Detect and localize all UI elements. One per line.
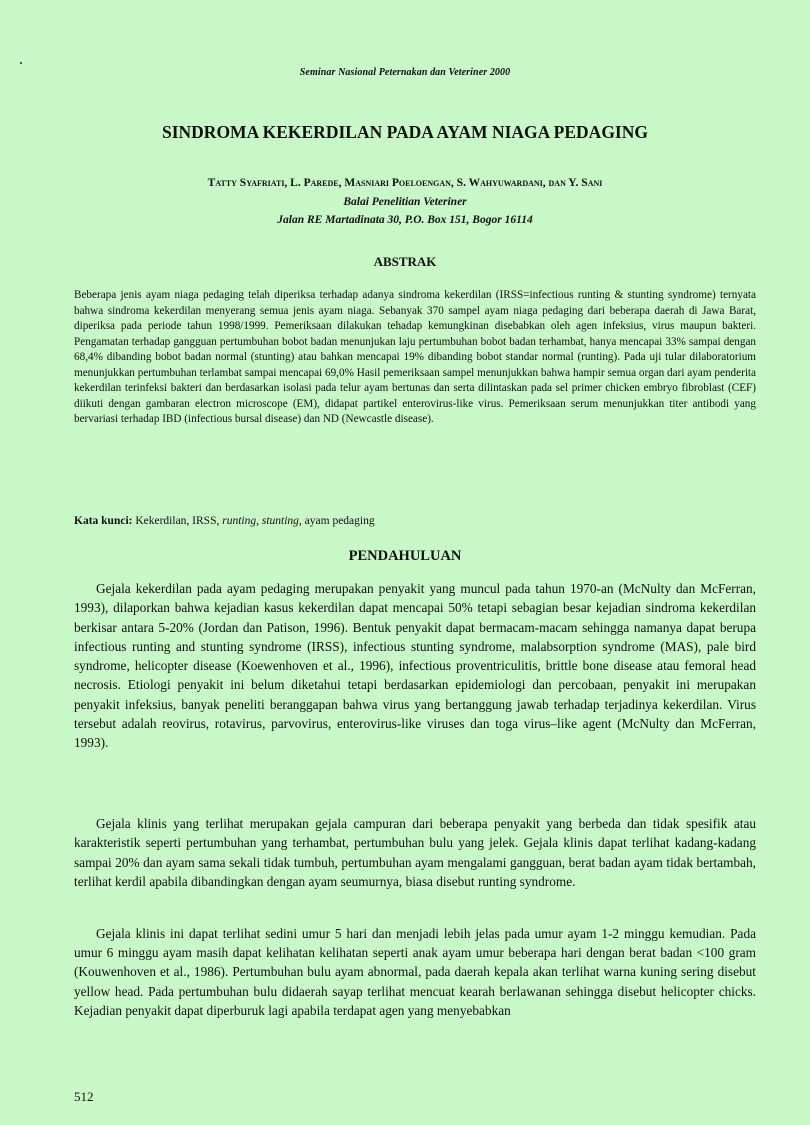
keywords-line [74,515,756,527]
intro-paragraph-1: Gejala kekerdilan pada ayam pedaging merupakan penyakit yang muncul pada tahun 1970-an (McNulty dan McFerran, 1993), dilaporkan bahwa kejadian kasus kekerdilan dapat mencapai 50% tetapi sebagian besar kejadian sindroma kekerdilan berkisar antara 5-20% (Jordan dan Patison, 1996). Bentuk penyakit dapat bermacam-macam sehingga namanya dapat berupa infectious runting and stunting syndrome (IRSS), infectious stunting syndrome, malabsorption syndrome (MAS), pale bird syndrome, helicopter disease (Koewenhoven et al., 1996), infectious proventriculitis, brittle bone disease atau femoral head necrosis. Etiologi penyakit ini belum diketahui tetapi berdasarkan epidemiologi dan percobaan, penyakit ini merupakan penyakit infeksius, banyak peneliti beranggapan bahwa virus yang bertanggung jawab terhadap terjadinya kekerdilan. Virus tersebut adalah reovirus, rotavirus, parvovirus, enterovirus-like viruses dan toga virus–like agent (McNulty dan McFerran, 1993). [74,581,756,751]
keywords-plain: Kekerdilan, IRSS, [135,515,220,527]
paper-title: SINDROMA KEKERDILAN PADA AYAM NIAGA PEDAGING [161,122,648,142]
intro-paragraph-3: Gejala klinis ini dapat terlihat sedini umur 5 hari dan menjadi lebih jelas pada umur ayam 1-2 minggu kemudian. Pada umur 6 minggu ayam masih dapat kelihatan kelihatan seperti anak ayam umur beberapa hari dengan berat badan <100 gram (Kouwenhoven et al., 1986). Pertumbuhan bulu ayam abnormal, pada daerah kepala akan terlihat warna kuning sering disebut yellow head. Pada pertumbuhan bulu didaerah sayap terlihat mencuat kearah berlawanan sehingga disebut helicopter chicks. Kejadian penyakit dapat diperburuk lagi apabila terdapat agen yang menyebabkan [74,926,756,1018]
abstract-text: Beberapa jenis ayam niaga pedaging telah diperiksa terhadap adanya sindroma kekerdilan (IRSS=infectious runting & stunting syndrome) ternyata bahwa sindroma kekerdilan menyerang semua jenis ayam niaga. Sebanyak 370 sampel ayam niaga pedaging dari beberapa daerah di Jawa Barat, diperiksa pada periode tahun 1998/1999. Pemeriksaan dilakukan tehadap kemungkinan disebabkan oleh agen infeksius, virus maupun bakteri. Pengamatan terhadap gangguan pertumbuhan bobot badan menunjukan laju pertumbuhan bobot badan terhambat, hanya mencapai 33% sampai dengan 68,4% dibanding bobot badan normal (stunting) atau bahkan mencapai 19% dibanding bobot standar normal (runting). Pada uji tular dilaboratorium menunjukkan pertumbuhan terlambat sampai mencapai 69,0% Hasil pemeriksaan sampel menunjukkan bahwa hampir semua organ dari ayam penderita kekerdilan terinfeksi bakteri dan berdasarkan isolasi pada telur ayam bertunas dan serta dilintaskan pada sel primer chicken embryo fibroblast (CEF) diikuti dengan gambaran electron microscope (EM), didapat partikel enterovirus-like virus. Pemeriksaan serum menunjukkan titer antibodi yang bervariasi terhadap IBD (infectious bursal disease) dan ND (Newcastle disease). [74,289,756,425]
scan-speck [20,62,22,64]
keywords-label: Kata kunci: [74,515,133,527]
affiliation-institution: Balai Penelitian Veteriner [343,196,467,208]
abstract-heading: ABSTRAK [373,254,437,269]
affiliation-address: Jalan RE Martadinata 30, P.O. Box 151, Bogor 16114 [277,214,533,226]
running-header: Seminar Nasional Peternakan dan Veteriner 2000 [299,67,511,78]
keywords-italic: runting, stunting, [222,515,302,527]
intro-paragraph-2: Gejala klinis yang terlihat merupakan gejala campuran dari beberapa penyakit yang berbeda dan tidak spesifik atau karakteristik seperti pertumbuhan yang terhambat, pertumbuhan bulu yang jelek. Gejala klinis dapat terlihat kadang-kadang sampai 20% dan ayam sama sekali tidak tumbuh, pertumbuhan ayam mengalami gangguan, berat badan ayam tidak bertambah, terlihat kerdil apabila dibandingkan dengan ayam seumurnya, biasa disebut runting syndrome. [74,816,756,889]
introduction-heading: PENDAHULUAN [348,548,462,564]
author-list: Tatty Syafriati, L. Parede, Masniari Poeloengan, S. Wahyuwardani, dan Y. Sani [207,177,603,189]
page-number: 512 [74,1089,94,1104]
keywords-tail: ayam pedaging [304,515,375,527]
